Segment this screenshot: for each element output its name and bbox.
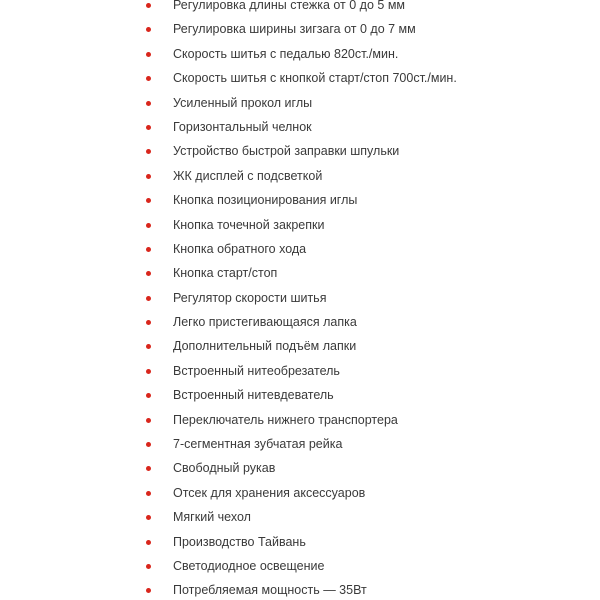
feature-text: Отсек для хранения аксессуаров — [173, 485, 366, 500]
feature-text: Дополнительный подъём лапки — [173, 339, 357, 354]
feature-text: Потребляемая мощность — 35Вт — [173, 583, 367, 598]
bullet-dot-icon — [146, 588, 151, 593]
bullet-dot-icon — [146, 491, 151, 496]
feature-text: Горизонтальный челнок — [173, 119, 312, 134]
feature-text: 7-сегментная зубчатая рейка — [173, 437, 343, 452]
feature-item — [0, 505, 600, 529]
feature-item — [0, 237, 600, 261]
bullet-dot-icon — [146, 418, 151, 423]
feature-item — [0, 164, 600, 188]
feature-item — [0, 359, 600, 383]
feature-item — [0, 261, 600, 285]
bullet-dot-icon — [146, 466, 151, 471]
feature-text: Регулировка длины стежка от 0 до 5 мм — [173, 0, 406, 12]
feature-item — [0, 383, 600, 407]
feature-text: Регулировка ширины зигзага от 0 до 7 мм — [173, 22, 416, 37]
bullet-dot-icon — [146, 174, 151, 179]
feature-item — [0, 42, 600, 66]
bullet-dot-icon — [146, 564, 151, 569]
feature-item — [0, 188, 600, 212]
feature-item — [0, 530, 600, 554]
feature-item — [0, 213, 600, 237]
feature-text: Кнопка обратного хода — [173, 241, 307, 256]
feature-item — [0, 554, 600, 578]
feature-item — [0, 0, 600, 17]
feature-text: Регулятор скорости шитья — [173, 290, 327, 305]
feature-item — [0, 456, 600, 480]
bullet-dot-icon — [146, 223, 151, 228]
feature-text: Кнопка точечной закрепки — [173, 217, 325, 232]
bullet-dot-icon — [146, 101, 151, 106]
feature-text: Устройство быстрой заправки шпульки — [173, 144, 400, 159]
feature-item — [0, 408, 600, 432]
feature-text: Кнопка позиционирования иглы — [173, 193, 358, 208]
feature-item — [0, 286, 600, 310]
bullet-dot-icon — [146, 515, 151, 520]
feature-text: Свободный рукав — [173, 461, 276, 476]
bullet-dot-icon — [146, 3, 151, 8]
feature-text: ЖК дисплей с подсветкой — [173, 168, 323, 183]
feature-text: Встроенный нитевдеватель — [173, 388, 334, 403]
bullet-dot-icon — [146, 247, 151, 252]
feature-item — [0, 578, 600, 600]
feature-text: Скорость шитья с кнопкой старт/стоп 700ст./мин. — [173, 71, 457, 86]
feature-item — [0, 115, 600, 139]
feature-item — [0, 139, 600, 163]
feature-text: Мягкий чехол — [173, 510, 251, 525]
bullet-dot-icon — [146, 27, 151, 32]
feature-text: Легко пристегивающаяся лапка — [173, 315, 357, 330]
feature-text: Переключатель нижнего транспортера — [173, 412, 398, 427]
bullet-dot-icon — [146, 540, 151, 545]
bullet-dot-icon — [146, 149, 151, 154]
feature-item — [0, 481, 600, 505]
feature-text: Усиленный прокол иглы — [173, 95, 313, 110]
bullet-dot-icon — [146, 52, 151, 57]
feature-item — [0, 17, 600, 41]
bullet-dot-icon — [146, 442, 151, 447]
feature-text: Кнопка старт/стоп — [173, 266, 278, 281]
bullet-dot-icon — [146, 320, 151, 325]
feature-item — [0, 310, 600, 334]
feature-text: Производство Тайвань — [173, 534, 306, 549]
feature-item — [0, 432, 600, 456]
bullet-dot-icon — [146, 393, 151, 398]
bullet-dot-icon — [146, 296, 151, 301]
feature-item — [0, 91, 600, 115]
bullet-dot-icon — [146, 271, 151, 276]
feature-text: Скорость шитья с педалью 820ст./мин. — [173, 46, 399, 61]
bullet-dot-icon — [146, 344, 151, 349]
bullet-dot-icon — [146, 125, 151, 130]
feature-text: Встроенный нитеобрезатель — [173, 363, 340, 378]
feature-item — [0, 334, 600, 358]
bullet-dot-icon — [146, 369, 151, 374]
feature-item — [0, 66, 600, 90]
feature-text: Светодиодное освещение — [173, 558, 325, 573]
bullet-dot-icon — [146, 76, 151, 81]
bullet-dot-icon — [146, 198, 151, 203]
